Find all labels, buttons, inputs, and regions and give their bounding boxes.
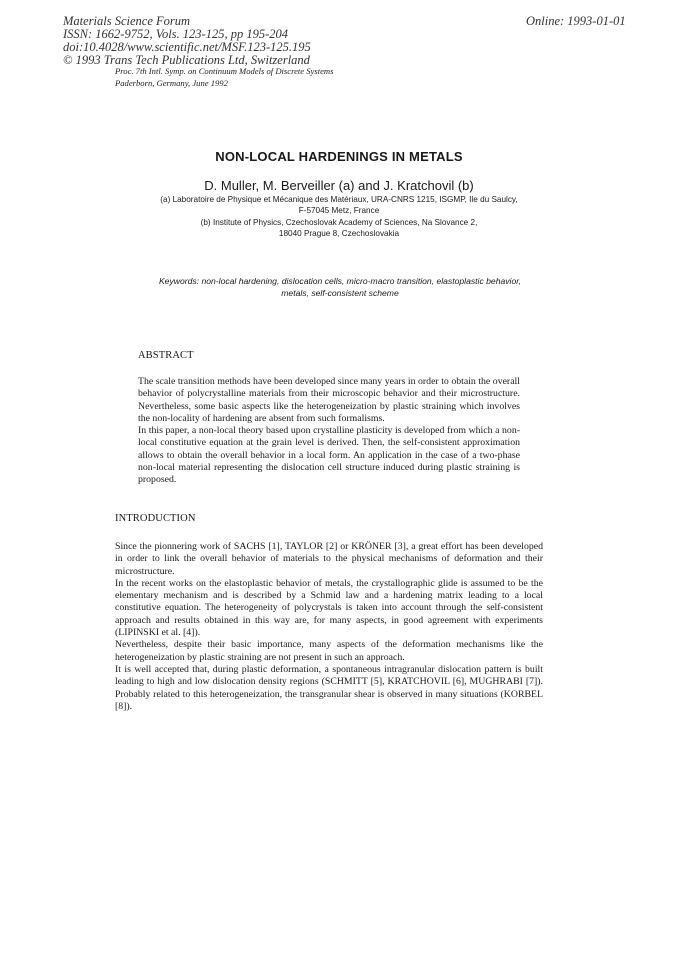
proceedings-line: Proc. 7th Intl. Symp. on Continuum Models of Discrete Systems xyxy=(115,66,334,76)
paper-title: NON-LOCAL HARDENINGS IN METALS xyxy=(215,149,463,164)
keywords xyxy=(110,276,570,299)
abstract-paragraph: The scale transition methods have been developed since many years in order to obtain the overall behavior of polycrystalline materials from their microscopic behavior and their microstructure. Nevertheless, some basic aspects like the heterogeneization by plastic straining which involves the non-locality of hardening are absent from such formalisms. xyxy=(138,376,520,424)
affiliations xyxy=(0,194,678,239)
copyright-line: © 1993 Trans Tech Publications Ltd, Switzerland xyxy=(63,53,310,67)
affiliation-line: 18040 Prague 8, Czechoslovakia xyxy=(278,228,400,238)
abstract-body xyxy=(138,376,520,487)
online-date: Online: 1993-01-01 xyxy=(526,14,626,28)
affiliation-line: (a) Laboratoire de Physique et Mécanique des Matériaux, URA-CNRS 1215, ISGMP, Ile du Saulcy, xyxy=(160,195,518,204)
introduction-paragraph: Nevertheless, despite their basic importance, many aspects of the deformation mechanisms like the heterogeneization by plastic straining are not present in such an approach. xyxy=(115,639,543,663)
introduction-body xyxy=(115,541,543,713)
introduction-paragraph: In the recent works on the elastoplastic behavior of metals, the crystallographic glide is assumed to be the elementary mechanism and is described by a Schmid law and a hardening matrix leading to a local constitutive equation. The heterogeneity of polycrystals is taken into account through the self-consistent approach and results obtained in this way are, for many aspects, in good agreement with experiments (LIPINSKI et al. [4]). xyxy=(115,577,543,639)
issn-line: ISSN: 1662-9752, Vols. 123-125, pp 195-204 xyxy=(63,27,288,41)
author-list: D. Muller, M. Berveiller (a) and J. Kratchovil (b) xyxy=(204,178,474,193)
proceedings-info xyxy=(115,66,333,89)
keywords-line: Keywords: non-local hardening, dislocation cells, micro-macro transition, elastoplastic behavior, xyxy=(158,276,522,286)
introduction-paragraph: Since the pionnering work of SACHS [1], TAYLOR [2] or KRÖNER [3], a great effort has been developed in order to link the overall behavior of materials to the physical mechanisms of deformation and their microstructure. xyxy=(115,541,543,577)
doi-link[interactable]: doi:10.4028/www.scientific.net/MSF.123-125.195 xyxy=(63,40,311,54)
affiliation-line: (b) Institute of Physics, Czechoslovak Academy of Sciences, Na Slovance 2, xyxy=(200,217,478,227)
proceedings-line: Paderborn, Germany, June 1992 xyxy=(115,77,228,88)
keywords-line: metals, self-consistent scheme xyxy=(281,287,399,298)
introduction-heading: INTRODUCTION xyxy=(115,513,196,524)
abstract-heading: ABSTRACT xyxy=(138,350,194,361)
journal-name: Materials Science Forum xyxy=(63,14,191,28)
introduction-paragraph: It is well accepted that, during plastic deformation, a spontaneous intragranular dislocation pattern is built leading to high and low dislocation density regions (SCHMITT [5], KRATCHOVIL [6], MUGHRABI [7]). Probably related to this heterogeneization, the transgranular shear is observed in many situations (KORBEL [8]). xyxy=(115,663,543,712)
publication-meta xyxy=(63,15,311,67)
abstract-paragraph: In this paper, a non-local theory based upon crystalline plasticity is developed from which a non-local constitutive equation at the grain level is derived. Then, the self-consistent approximation allows to obtain the overall behavior in a local form. An application in the case of a two-phase non-local material representing the dislocation cell structure induced during plastic straining is proposed. xyxy=(138,425,520,486)
affiliation-line: F-57045 Metz, France xyxy=(298,206,380,216)
